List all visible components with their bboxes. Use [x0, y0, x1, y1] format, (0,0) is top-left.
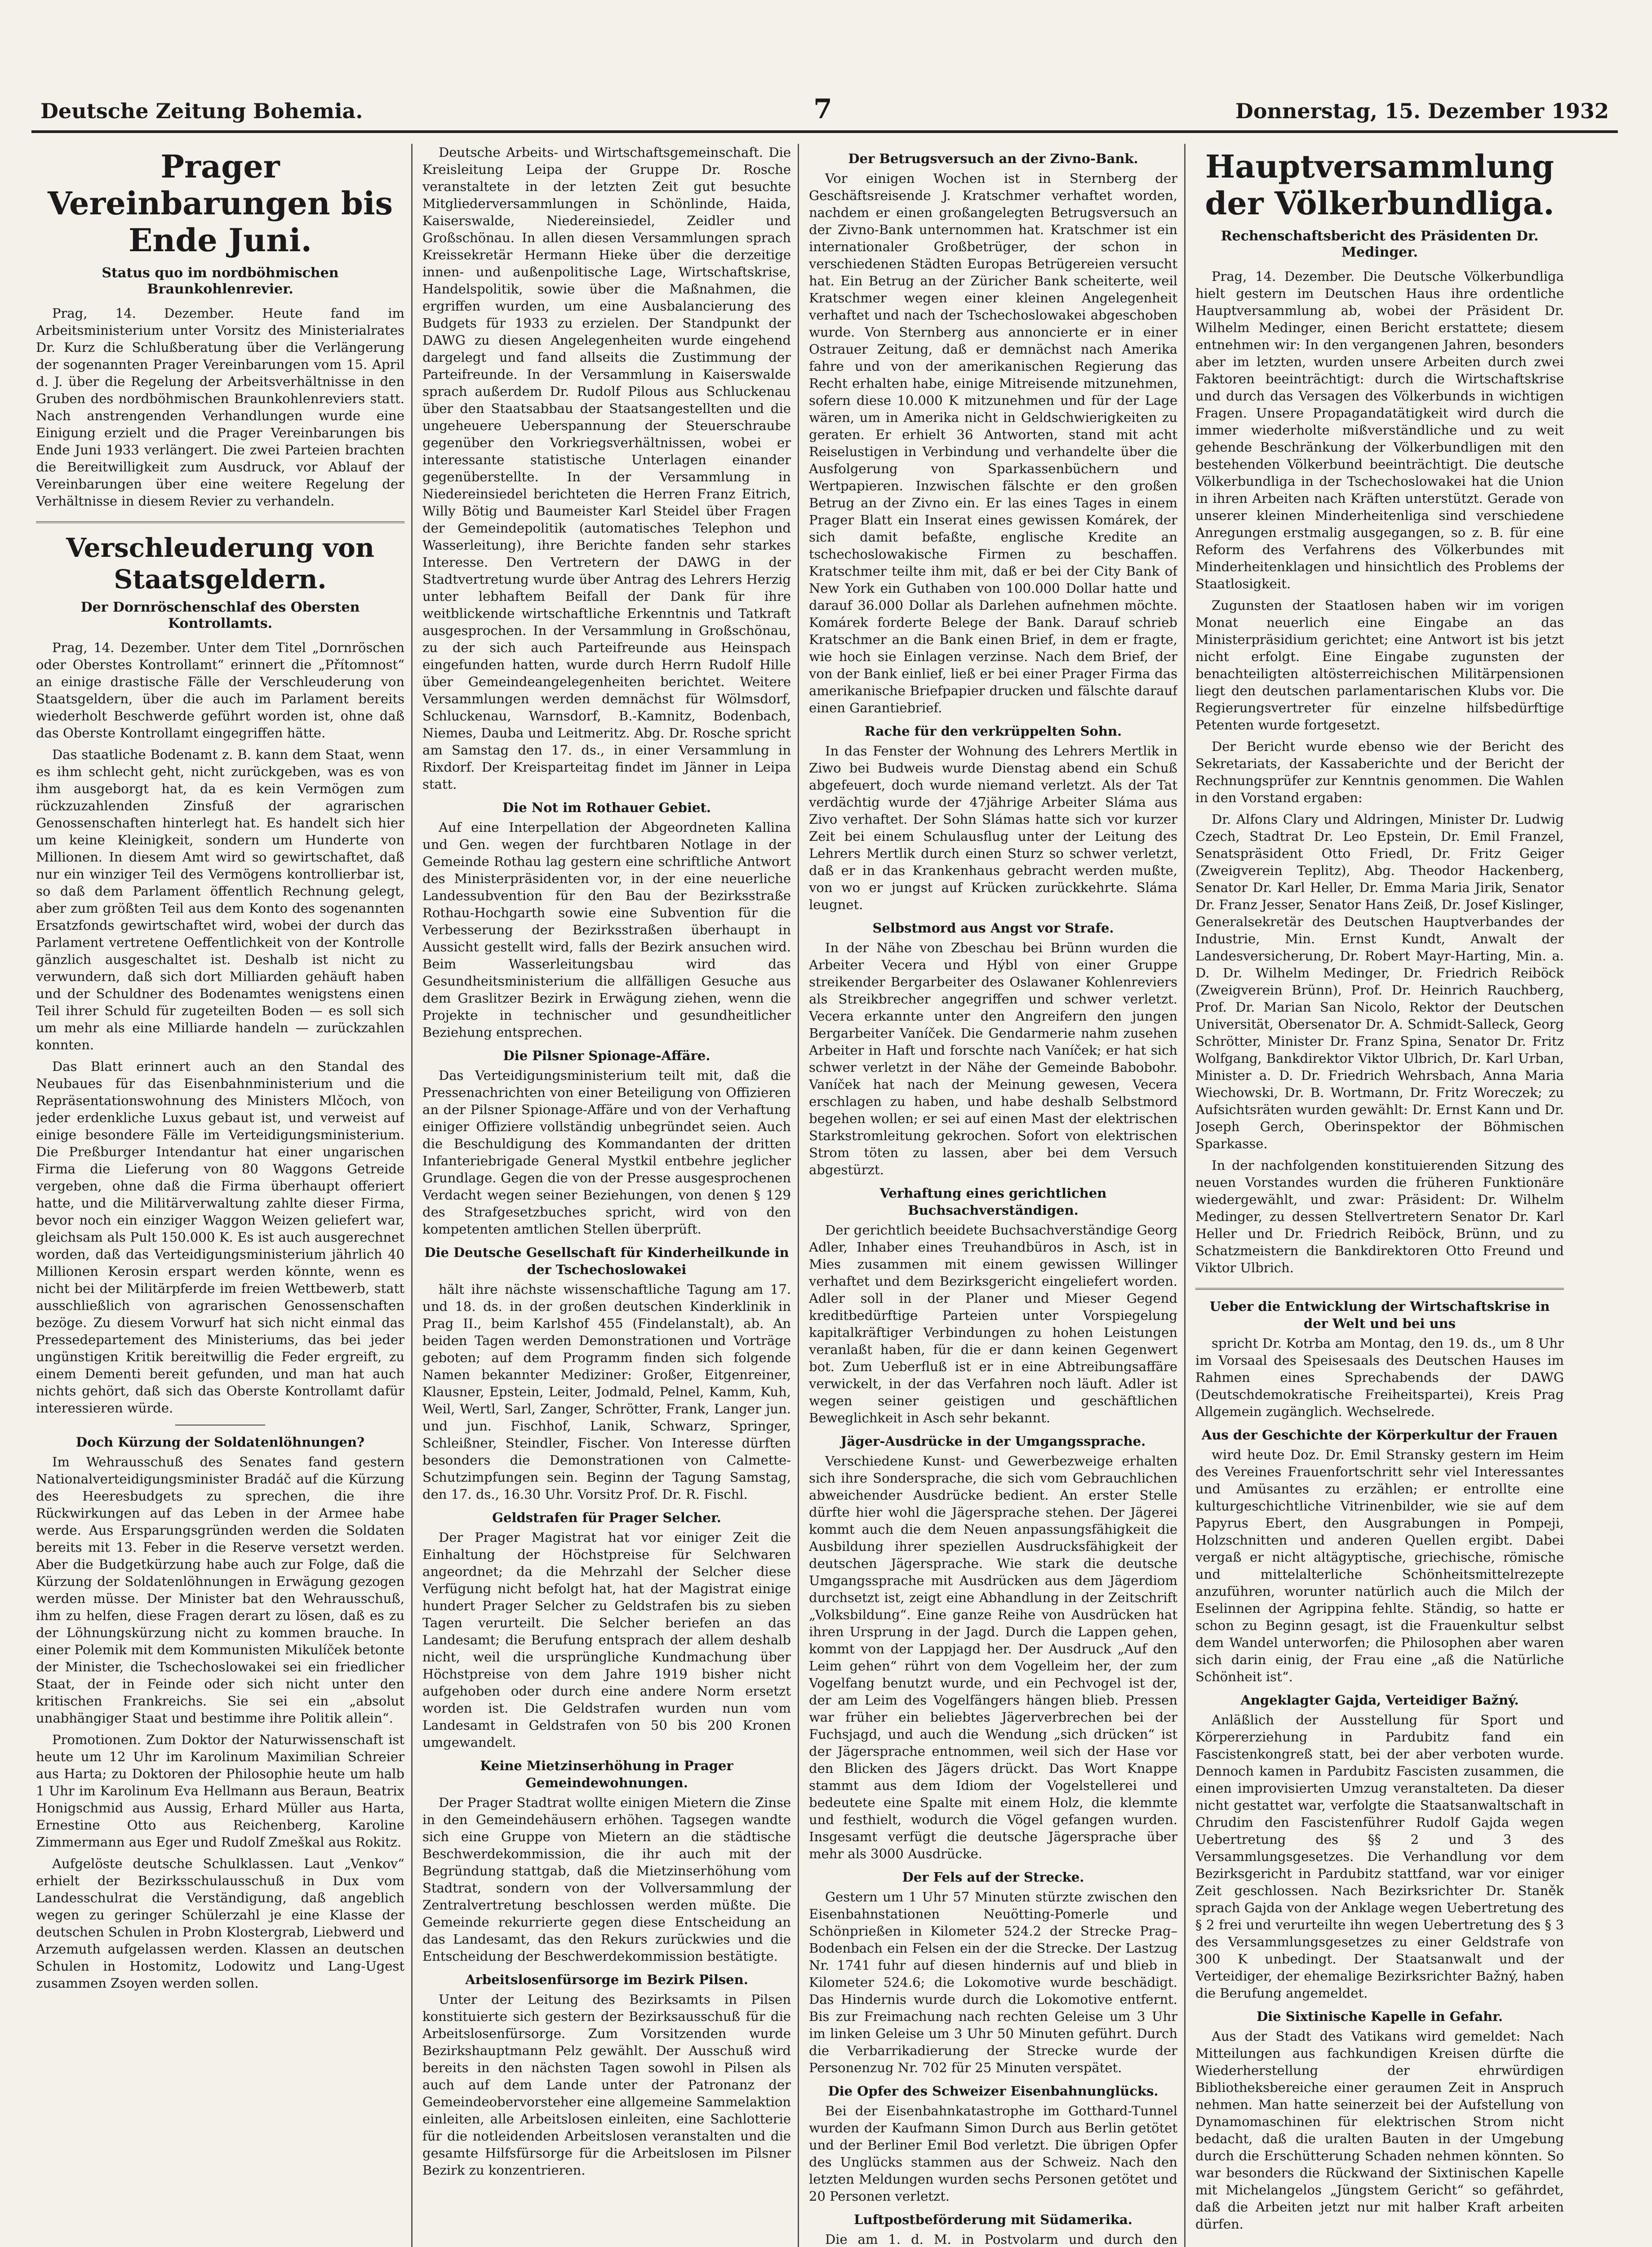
article-paragraph: hält ihre nächste wissenschaftliche Tagung am 17. und 18. ds. in der großen deutschen Kinderklinik in Prag II., beim Karlshof 455 (Findelanstalt), ab. An beiden Tagen werden Demonstrationen und Vorträge geboten; auf dem Programm finden sich folgende Namen bekannter Mediziner: Großer, Eitgenreiner, Klausner, Epstein, Leiter, Jodmald, Pelnel, Kamm, Kuh, Weil, Wertl, Sarl, Zanger, Schrötter, Frank, Langer jun. und jun. Fischhof, Lanik, Schwarz, Springer, Schleißner, Steindler, Fischer. Von Interesse dürften besonders die Demonstrationen von Calmette-Schutzimpfungen sein. Beginn der Tagung Samstag, den 17. ds., 16.30 Uhr. Vorsitz Prof. Dr. R. Fischl. — [422, 1282, 791, 1502]
article-paragraph: Gestern um 1 Uhr 57 Minuten stürzte zwischen den Eisenbahnstationen Neuötting-Pomerle und Schönprießen in Kilometer 524.2 der Strecke Prag–Bodenbach ein Felsen ein der die Strecke. Der Lastzug Nr. 1741 fuhr auf diesen hindernis auf und blieb in Kilometer 524.6; die Lokomotive wurde beschädigt. Das Hindernis wurde durch die Lokomotive entfernt. Bis zur Freimachung nach rechten Geleise um 3 Uhr im linken Geleise um 3 Uhr 50 Minuten geführt. Durch die Verbarrikadierung der Strecke wurde der Personenzug Nr. 702 für 25 Minuten verspätet. — [809, 1889, 1177, 2075]
section-title: Ueber die Entwicklung der Wirtschaftskrise in der Welt und bei uns — [1209, 1299, 1550, 1331]
article-paragraph: Das Verteidigungsministerium teilt mit, daß die Pressenachrichten von einer Beteiligung von Offizieren an der Pilsner Spionage-Affäre und von der Verhaftung einiger Offiziere vollständig unbegründet seien. Auch die Beschuldigung des Kommandanten der dritten Infanteriebrigade General Mystkil entbehre jeglicher Grundlage. Gegen die von der Presse ausgesprochenen Verdacht wegen seiner Beziehungen, von denen § 129 des Strafgesetzbuches spricht, wird von den kompetenten amtlichen Stellen überprüft. — [422, 1068, 791, 1237]
article-subhead: Der Dornröschenschlaf des Obersten Kontrollamts. — [80, 599, 360, 631]
article-paragraph: Auf eine Interpellation der Abgeordneten Kallina und Gen. wegen der furchtbaren Notlage in der Gemeinde Rothau lag gestern eine schriftliche Antwort des Ministerpräsidenten vor, in der eine neuerliche Landessubvention für den Bau der Bezirksstraße Rothau-Hochgarth sowie eine Subvention für die Verbesserung der Bezirksstraßen überhaupt in Aussicht gestellt wird, falls der Bezirk ansuchen wird. Beim Wasserleitungsbau wird das Gesundheitsministerium die allfälligen Gesuche aus dem Graslitzer Bezirk in Erwägung ziehen, wenn die Projekte in technischer und gesundheitlicher Beziehung entsprechen. — [422, 820, 791, 1040]
article-paragraph: Promotionen. Zum Doktor der Naturwissenschaft ist heute um 12 Uhr im Karolinum Maximilian Schreier aus Harta; zu Doktoren der Philosophie heute um halb 1 Uhr im Karolinum Eva Hellmann aus Beraun, Beatrix Honigschmid aus Aussig, Erhard Müller aus Harta, Ernestine Otto aus Reichenberg, Karoline Zimmermann aus Eger und Rudolf Zmeškal aus Rokitz. — [36, 1732, 404, 1850]
article-paragraph: spricht Dr. Kotrba am Montag, den 19. ds., um 8 Uhr im Vorsaal des Speisesaals des Deutschen Hauses im Rahmen eines Sprechabends der DAWG (Deutschdemokratische Freiheitspartei), Kreis Prag Allgemein zugänglich. Wechselrede. — [1195, 1336, 1564, 1419]
issue-date: Donnerstag, 15. Dezember 1932 — [1235, 99, 1609, 123]
article-paragraph: Aus der Stadt des Vatikans wird gemeldet: Nach Mitteilungen aus fachkundigen Kreisen dürfte die Wiederherstellung der ehrwürdigen Bibliotheksbereiche einer geraumen Zeit in Anspruch nehmen. Man hatte seinerzeit bei der Aufstellung von Dynamomaschinen für elektrischen Strom nicht bedacht, daß die uralten Bauten in der Umgebung durch die Erschütterung Schaden nehmen könnten. So war besonders die Rückwand der Sixtinischen Kapelle mit Michelangelos „Jüngstem Gericht“ so gefährdet, daß die Arbeiten jetzt nur mit halber Kraft arbeiten dürfen. — [1195, 2029, 1564, 2232]
article-paragraph: Der Prager Magistrat hat vor einiger Zeit die Einhaltung der Höchstpreise für Selchwaren angeordnet; da die Mehrzahl der Selcher diese Verfügung nicht befolgt hat, hat der Magistrat einige hundert Prager Selcher zu Geldstrafen bis zu sieben Tagen verurteilt. Die Selcher beriefen an das Landesamt; die Berufung entsprach der allem deshalb nicht, weil die ursprüngliche Kundmachung über Höchstpreise von dem Jahre 1919 bisher nicht aufgehoben oder durch eine andere Norm ersetzt worden ist. Die Geldstrafen wurden nun vom Landesamt in Geldstrafen von 50 bis 200 Kronen umgewandelt. — [422, 1530, 791, 1750]
section-title: Der Betrugsversuch an der Zivno-Bank. — [848, 151, 1138, 166]
column-rule — [411, 144, 413, 2247]
article-paragraph: In der nachfolgenden konstituierenden Sitzung des neuen Vorstandes wurden die früheren Funktionäre wiedergewählt, und zwar: Präsident: Dr. Wilhelm Medinger, zu dessen Stellvertretern Senator Dr. Karl Heller und Dr. Friedrich Reiböck, Brünn, und zu Schatzmeistern die Bankdirektoren Otto Freund und Viktor Ulbrich. — [1195, 1158, 1564, 1275]
paper-name: Deutsche Zeitung Bohemia. — [40, 99, 363, 123]
article-paragraph: Prag, 14. Dezember. Die Deutsche Völkerbundliga hielt gestern im Deutschen Haus ihre ordentliche Hauptversammlung ab, wobei der Präsident Dr. Wilhelm Medinger, einen Bericht erstattete; diesem entnehmen wir: In den vergangenen Jahren, besonders aber im letzten, wurden unsere Arbeiten durch zwei Faktoren beeinträchtigt: durch die Wirtschaftskrise und durch das Versagen des Völkerbunds in wichtigen Fragen. Unsere Propagandatätigkeit wird durch die immer wiederholte mißverständliche und zu weit gehende Beschränkung der Völkerbundligen mit den bestehenden Völkerbund beeinträchtigt. Die deutsche Völkerbundliga in der Tschechoslowakei hat die Union in ihren Arbeiten nach Kräften unterstützt. Gerade von unserer kleinen Minderheitenliga sind verschiedene Anregungen erstmalig ausgegangen, so z. B. für eine Reform des Verfahrens des Völkerbundes mit Minderheitenklagen und hinsichtlich des Problems der Staatlosigkeit. — [1195, 269, 1564, 591]
article-paragraph: Unter der Leitung des Bezirksamts in Pilsen konstituierte sich gestern der Bezirksausschuß für die Arbeitslosenfürsorge. Zum Vorsitzenden wurde Bezirkshauptmann Pelz gewählt. Der Ausschuß wird bereits in den nächsten Tagen sowohl in Pilsen als auch auf dem Lande unter der Patronanz der Gemeindeobervorsteher eine allgemeine Sammelaktion einleiten, alle Arbeitslosen einleiten, eine Sachlotterie für die notleidenden Arbeitslosen veranstalten und die gesamte Hilfsfürsorge für die Arbeitslosen im Pilsner Bezirk zu konzentrieren. — [422, 1992, 791, 2178]
article-paragraph: In das Fenster der Wohnung des Lehrers Mertlik in Ziwo bei Budweis wurde Dienstag abend ein Schuß abgefeuert, doch wurde niemand verletzt. Als der Tat verdächtig wurde der 47jährige Arbeiter Sláma aus Zivo verhaftet. Der Sohn Slámas hatte sich vor kurzer Zeit bei einem Schulausflug unter der Leitung des Lehrers Mertlik durch einen Sturz so schwer verletzt, daß er in das Krankenhaus gebracht werden mußte, von wo er jungst auf Krücken zurückkehrte. Sláma leugnet. — [809, 743, 1177, 912]
section-title: Doch Kürzung der Soldatenlöhnungen? — [75, 1434, 365, 1450]
article-paragraph: Der Bericht wurde ebenso wie der Bericht des Sekretariats, der Kassaberichte und der Bericht der Rechnungsprüfer zur Kenntnis genommen. Die Wahlen in den Vorstand ergaben: — [1195, 739, 1564, 805]
section-title: Geldstrafen für Prager Selcher. — [492, 1510, 721, 1525]
article-paragraph: Der gerichtlich beeidete Buchsachverständige Georg Adler, Inhaber eines Treuhandbüros in Asch, ist in Mies zusammen mit einem gewissen Willinger verhaftet und dem Bezirksgericht eingeliefert worden. Adler soll in der Planer und Mieser Gegend kreditbedürftige Parteien unter Vorspiegelung kapitalkräftiger Verbindungen zu hohen Leistungen veranlaßt haben, für die er dann keinen Gegenwert bot. Zum Ueberfluß ist er in eine Abtreibungsaffäre verwickelt, in der das Verfahren noch läuft. Adler ist wegen seiner geistigen und geschäftlichen Beweglichkeit in Asch sehr bekannt. — [809, 1222, 1177, 1425]
column-2 — [422, 144, 791, 2247]
section-title: Jäger-Ausdrücke in der Umgangssprache. — [840, 1434, 1146, 1449]
column-3 — [809, 144, 1177, 2247]
article-paragraph: Zugunsten der Staatlosen haben wir im vorigen Monat neuerlich eine Eingabe an das Ministerpräsidium gerichtet; eine Antwort ist bis jetzt nicht erfolgt. Eine Eingabe zugunsten der benachteiligten altösterreichischen Militärpensionen liegt den deutschen parlamentarischen Klubs vor. Die Regierungsvertreter für einzelne hilfsbedürftige Petenten wurde fortgesetzt. — [1195, 598, 1564, 733]
section-title: Rache für den verkrüppelten Sohn. — [864, 724, 1122, 739]
article-paragraph: wird heute Doz. Dr. Emil Stransky gestern im Heim des Vereines Frauenfortschritt sehr viel Interessantes und Amüsantes zu erzählen; er entrollte eine kulturgeschichtliche Vitrinenbilder, wie sie auf dem Papyrus Ebert, den Ausgrabungen in Pompeji, Holzschnitten und anderen Quellen ergibt. Dabei vergaß er nicht altägyptische, griechische, römische und mittelalterliche Schönheitsmittelrezepte anzuführen, worunter natürlich auch die Milch der Eselinnen der Agrippina fehlte. Ständig, so hatte er schon zu Beginn gesagt, ist die Frauenkultur selbst dem Wandel unterworfen; die Philosophen aber waren sich darin einig, der Frau eine „aß die Natürliche Schönheit ist“. — [1195, 1447, 1564, 1684]
section-title: Der Fels auf der Strecke. — [902, 1870, 1084, 1885]
page-number: 7 — [813, 93, 832, 125]
article-paragraph: Dr. Alfons Clary und Aldringen, Minister Dr. Ludwig Czech, Stadtrat Dr. Leo Epstein, Dr. Emil Franzel, Senatspräsident Otto Friedl, Dr. Fritz Geiger (Zweigverein Teplitz), Abg. Theodor Hackenberg, Senator Dr. Karl Heller, Dr. Emma Maria Jirik, Senator Dr. Franz Jesser, Senator Hans Zeiß, Dr. Josef Kislinger, Generalsekretär des Deutschen Hauptverbandes der Industrie, Min. Ernst Kundt, Anwalt der Landesversicherung, Dr. Robert Mayr-Harting, Min. a. D. Dr. Wilhelm Medinger, Dr. Friedrich Reiböck (Zweigverein Brünn), Prof. Dr. Heinrich Rauchberg, Prof. Dr. Marian San Nicolo, Rektor der Deutschen Universität, Obersenator Dr. A. Schmidt-Salleck, Georg Schrötter, Minister Dr. Franz Spina, Senator Dr. Fritz Wolfgang, Bankdirektor Viktor Ulbrich, Dr. Karl Urban, Minister a. D. Dr. Friedrich Wehrsbach, Anna Maria Wiechowski, Dr. B. Wortmann, Dr. Fritz Woreczek; zu Aufsichtsräten wurden gewählt: Dr. Ernst Kann und Dr. Joseph Gerch, Oberinspektor der Böhmischen Sparkasse. — [1195, 812, 1564, 1151]
section-title: Die Sixtinische Kapelle in Gefahr. — [1257, 2009, 1503, 2024]
article-paragraph: Bei der Eisenbahnkatastrophe im Gotthard-Tunnel wurden der Kaufmann Simon Durch aus Berlin getötet und der Berliner Emil Bod verletzt. Die übrigen Opfer des Unglücks stammen aus der Schweiz. Nach den letzten Meldungen wurden sechs Personen getötet und 20 Personen verletzt. — [809, 2103, 1177, 2204]
article-paragraph: Verschiedene Kunst- und Gewerbezweige erhalten sich ihre Sondersprache, die sich vom Gebrauchlichen abweichender Ausdrücke bedient. An erster Stelle dürfte hier wohl die Jägersprache stehen. Der Jägerei kommt auch die dem Neuen anpassungsfähigkeit die Ausbildung ihrer speziellen Ausdrucksfähigkeit der deutschen Jägersprache. Wie stark die deutsche Umgangssprache mit Ausdrücken aus dem Jägerdiom durchsetzt ist, zeigt eine Abhandlung in der Zeitschrift „Volksbildung“. Eine ganze Reihe von Ausdrücken hat ihren Ursprung in der Jagd. Durch die Lappen gehen, kommt von der Lappjagd her. Der Ausdruck „Auf den Leim gehen“ rührt von dem Vogelleim her, der zum Vogelfang benutzt wurde, und ein Pechvogel ist der, der am Leim des Vogelfängers hängen blieb. Pressen war früher ein beliebtes Jägerverbrechen bei der Fuchsjagd, und auch die Wendung „sich drücken“ ist der Jägersprache entnommen, weil sich der Hase vor den Blicken des Jägers drückt. Das Wort Knappe stammt aus dem Idiom der Vogelstellerei und bedeutete eine Spalte mit einem Holz, die klemmte und festhielt, wodurch die Vögel gefangen wurden. Insgesamt verfügt die deutsche Jägersprache über mehr als 3000 Ausdrücke. — [809, 1453, 1177, 1861]
section-title: Die Pilsner Spionage-Affäre. — [503, 1048, 711, 1063]
article-subhead: Rechenschaftsbericht des Präsidenten Dr. Medinger. — [1221, 228, 1539, 260]
article-headline: Prager Vereinbarungen bis Ende Juni. — [48, 148, 393, 259]
column-1 — [36, 144, 404, 2247]
section-title: Die Not im Rothauer Gebiet. — [502, 800, 711, 815]
article-paragraph: Der Prager Stadtrat wollte einigen Mietern die Zinse in den Gemeindehäusern erhöhen. Tagsegen wandte sich eine Gruppe von Mietern an die städtische Beschwerdekommission, die ihr auch mit der Begründung stattgab, daß die Mietzinserhöhung vom Stadtrat, sondern von der Vollversammlung der Zentralvertretung beschlossen werden müßte. Die Gemeinde rekurrierte gegen diese Entscheidung an das Landesamt, das den Rekurs zurückwies und die Entscheidung der Beschwerdekommission bestätigte. — [422, 1795, 791, 1964]
article-subhead: Status quo im nordböhmischen Braunkohlenrevier. — [102, 265, 339, 297]
section-title: Angeklagter Gajda, Verteidiger Bažný. — [1240, 1692, 1519, 1708]
column-4 — [1195, 144, 1564, 2247]
article-paragraph: Im Wehrausschuß des Senates fand gestern Nationalverteidigungsminister Bradáč auf die Kürzung des Heeresbudgets zu sprechen, die ihre Rückwirkungen auf das Leben in der Armee habe werde. Aus Ersparungsgründen werden die Soldaten bereits mit 13. Feber in die Reserve versetzt werden. Aber die Budgetkürzung habe auch zur Folge, daß die Kürzung der Soldatenlöhnungen in Erwägung gezogen werden müsse. Der Minister bat den Wehrausschuß, ihm zu helfen, diese Fragen derart zu lösen, daß es zu der Löhnungskürzung nicht zu kommen brauche. In einer Polemik mit dem Kommunisten Mikulíček betonte der Minister, die Tschechoslowakei sei ein friedlicher Staat, der in Feinde oder sich nicht unter den kritischen Frankreichs. Sie sei ein „absolut unabhängiger Staat und bestimme ihre Politik allein“. — [36, 1454, 404, 1726]
section-title: Die Opfer des Schweizer Eisenbahnunglücks. — [828, 2083, 1159, 2099]
section-title: Arbeitslosenfürsorge im Bezirk Pilsen. — [465, 1972, 748, 1987]
section-title: Verhaftung eines gerichtlichen Buchsachverständigen. — [879, 1186, 1107, 1218]
divider — [1195, 1288, 1564, 1290]
masthead — [31, 90, 1618, 133]
article-paragraph: Prag, 14. Dezember. Heute fand im Arbeitsministerium unter Vorsitz des Ministerialrates Dr. Kurz die Schlußberatung über die Verlängerung der sogenannten Prager Vereinbarungen vom 15. April d. J. über die Regelung der Arbeitsverhältnisse in den Gruben des nordböhmischen Braunkohlenreviers statt. Nach anstrengenden Verhandlungen wurde eine Einigung erzielt und die Prager Vereinbarungen bis Ende Juni 1933 verlängert. Die zwei Parteien brachten die Bereitwilligkeit zum Ausdruck, vor Ablauf der Vereinbarungen über eine weitere Regelung der Verhältnisse in diesem Revier zu verhandeln. — [36, 306, 404, 509]
article-paragraph: Anläßlich der Ausstellung für Sport und Körpererziehung in Pardubitz fand ein Fascistenkongreß statt, bei der aber verboten wurde. Dennoch kamen in Pardubitz Fascisten zusammen, die einen improvisierten Umzug veranstalteten. Da dieser nicht gestattet war, verfolgte die Staatsanwaltschaft in Chrudim den Fascistenführer Rudolf Gajda wegen Uebertretung des §§ 2 und 3 des Versammlungsgesetzes. Die Verhandlung vor dem Bezirksgericht in Pardubitz stattfand, war vor einiger Zeit geschlossen. Nach Bezirksrichter Dr. Staněk sprach Gajda von der Anklage wegen Uebertretung des § 2 frei und verurteilte ihn wegen Uebertretung des § 3 des Versammlungsgesetzes zu einer Geldstrafe von 300 K unbedingt. Der Staatsanwalt und der Verteidiger, der ehemalige Bezirksrichter Bažný, haben die Berufung angemeldet. — [1195, 1712, 1564, 2001]
article-paragraph: Prag, 14. Dezember. Unter dem Titel „Dornröschen oder Oberstes Kontrollamt“ erinnert die „Přítomnost“ an einige drastische Fälle der Verschleuderung von Staatsgeldern, über die auch im Parlament bereits wiederholt Beschwerde geführt worden ist, ohne daß das Oberste Kontrollamt eingegriffen hätte. — [36, 640, 404, 741]
article-headline: Hauptversammlung der Völkerbundliga. — [1205, 148, 1554, 222]
article-paragraph: Das Blatt erinnert auch an den Standal des Neubaues für das Eisenbahnministerium und die Repräsentationswohnung des Ministers Mlčoch, von jeder erdenkliche Luxus gebaut ist, und verweist auf einige besondere Fälle im Verteidigungsministerium. Die Preßburger Intendantur hat einer ungarischen Firma die Lieferung von 80 Waggons Getreide vergeben, ohne daß die Firma überhaupt offeriert hatte, und die Militärverwaltung zahlte dieser Firma, bevor noch ein einziger Waggon Weizen geliefert war, gleichsam als Pult 150.000 K. Es ist auch ausgerechnet worden, daß das Verteidigungsministerium jährlich 40 Millionen Kerosin erspart werden könnte, wenn es nicht bei der Militärpferde im freien Wettbewerb, statt ausschließlich von agrarischen Genossenschaften bezöge. Zu diesem Vorwurf hat sich nicht einmal das Pressedepartement des Ministeriums, das bei jeder ungünstigen Kritik bereitwillig die Feder ergreift, zu einem Dementi bereit gefunden, und man hat auch nichts gehört, daß sich das Oberste Kontrollamt dafür interessieren würde. — [36, 1059, 404, 1416]
section-title: Aus der Geschichte der Körperkultur der Frauen — [1201, 1427, 1558, 1443]
article-paragraph: Das staatliche Bodenamt z. B. kann dem Staat, wenn es ihm schlecht geht, nicht zurückgeben, was es von ihm ausgeborgt hat, da es kein Vermögen zum rückzuzahlenden Zinsfuß der agrarischen Genossenschaften hinterlegt hat. Es handelt sich hier um keine Kleinigkeit, sondern um Hunderte von Millionen. In diesem Amt wird so gewirtschaftet, daß nur ein winziger Teil des Vermögens kontrollierbar ist, so daß dem Parlament öffentlich Rechnung gelegt, aber zum größten Teil aus dem Konto des sogenannten Ersatzfonds gewirtschaftet wird, wobei der durch das Parlament vertretene Oeffentlichkeit von der Kontrolle gänzlich ausgeschaltet ist. Deshalb ist nicht zu verwundern, daß sich dort Milliarden gehäuft haben und der Schuldner des Bodenamtes wenigstens einen Teil ihrer Schuld für zugeteilten Boden — es soll sich um mehr als eine Milliarde handeln — zurückzahlen konnten. — [36, 747, 404, 1052]
column-rule — [798, 144, 799, 2247]
column-rule — [1184, 144, 1186, 2247]
section-title: Keine Mietzinserhöhung in Prager Gemeindewohnungen. — [480, 1758, 733, 1790]
section-title: Luftpostbeförderung mit Südamerika. — [854, 2212, 1132, 2227]
article-paragraph: In der Nähe von Zbeschau bei Brünn wurden die Arbeiter Vecera und Hýbl von einer Gruppe streikender Bergarbeiter des Oslawaner Kohlenreviers als Streikbrecher angegriffen und schwer verletzt. Vecera erkannte unter den Angreifern den jungen Bergarbeiter Vaníček. Die Gendarmerie nahm zusehen Arbeiter in Haft und forschte nach Vaníček; er hat sich schwer verletzt in der Nähe der Gemeinde Babobohr. Vaníček hat nach der Meinung gewesen, Vecera erschlagen zu haben, und habe deshalb Selbstmord begehen wollen; er sei auf einen Mast der elektrischen Starkstromleitung gekrochen. Sofort von elektrischen Strom töten zu lassen, aber bei dem Versuch abgestürzt. — [809, 940, 1177, 1177]
article-headline: Verschleuderung von Staatsgeldern. — [66, 533, 375, 595]
article-paragraph: Die am 1. d. M. in Postvolarm und durch den — [825, 2232, 1177, 2247]
section-title: Selbstmord aus Angst vor Strafe. — [872, 920, 1114, 936]
article-paragraph: Aufgelöste deutsche Schulklassen. Laut „Venkov“ erhielt der Bezirksschulausschuß in Dux vom Landesschulrat die Verständigung, daß angeblich wegen zu geringer Schülerzahl je eine Klasse der deutschen Schulen in Probn Klostergrab, Liebwerd und Arzemuth aufgelassen werden. Klassen an deutschen Schulen in Hostomitz, Lodowitz und Lang-Ugest zusammen Zsoyen werden sollen. — [36, 1856, 404, 1991]
article-paragraph: Deutsche Arbeits- und Wirtschaftsgemeinschaft. Die Kreisleitung Leipa der Gruppe Dr. Rosche veranstaltete in der letzten Zeit gut besuchte Mitgliederversammlungen in Schönlinde, Haida, Kaiserswalde, Niedereinsiedel, Zeidler und Großschönau. In allen diesen Versammlungen sprach Kreissekretär Hermann Hieke über die derzeitige innen- und außenpolitische Lage, Wirtschaftskrise, Handelspolitik, sowie über die Maßnahmen, die ergriffen wurden, um eine Ausbalancierung des Budgets für 1933 zu erzielen. Der Standpunkt der DAWG zu diesen Angelegenheiten wurde eingehend dargelegt und fand allseits die Zustimmung der Parteifreunde. In der Versammlung in Kaiserswalde sprach außerdem Dr. Rudolf Pilous aus Schluckenau über den Staatsabbau der Staatsangestellten und die ungeheuere Ueberspannung der Steuerschraube gegenüber den Vorkriegsverhältnissen, wobei er interessante statistische Unterlagen einander gegenüberstellte. In der Versammlung in Niedereinsiedel berichteten die Herren Franz Eitrich, Willy Bötig und Baumeister Karl Steidel über Fragen der Gemeindepolitik (automatisches Telephon und Wasserleitung), ihre Berichte fanden sehr starkes Interesse. Den Vertretern der DAWG in der Stadtvertretung wurde über Antrag des Lehrers Herzig unter lebhaftem Beifall der Dank für ihre weitblickende wirtschaftliche Erkenntnis und Tatkraft ausgesprochen. In der Versammlung in Großschönau, zu der sich auch Parteifreunde aus Heinspach eingefunden hatten, wurde durch Herrn Rudolf Hille über Gemeindeangelegenheiten berichtet. Weitere Versammlungen werden demnächst für Wölmsdorf, Schluckenau, Warnsdorf, B.-Kamnitz, Bodenbach, Niemes, Dauba und Leitmeritz. Abg. Dr. Rosche spricht am Samstag den 17. ds., in einer Versammlung in Rixdorf. Der Kreisparteitag findet im Jänner in Leipa statt. — [422, 145, 791, 792]
section-title: Die Deutsche Gesellschaft für Kinderheilkunde in der Tschechoslowakei — [424, 1245, 789, 1277]
divider — [36, 521, 404, 523]
article-paragraph: Vor einigen Wochen ist in Sternberg der Geschäftsreisende J. Kratschmer verhaftet worden, nachdem er einen großangelegten Betrugsversuch an der Zivno-Bank unternommen hat. Kratschmer ist ein internationaler Großbetrüger, der schon in verschiedenen Städten Europas Betrügereien versucht hat. Ein Betrug an der Züricher Bank scheiterte, weil Kratschmer wegen einer kleinen Angelegenheit verhaftet und nach der Tschechoslowakei abgeschoben wurde. Von Sternberg aus annoncierte er in einer Ostrauer Zeitung, daß er demnächst nach Amerika fahre und von der amerikanischen Regierung das Recht erhalten habe, einige Mitreisende mitzunehmen, sofern diese 10.000 K mitzunehmen und für der Lage wären, um in Amerika nicht in Geldschwierigkeiten zu geraten. Er erhielt 36 Antworten, stand mit acht Reiselustigen in Verbindung und verhandelte über die Ausfolgerung von Sparkassenbüchern und Wertpapieren. Inzwischen fälschte er den großen Betrug an der Zivno ein. Er las eines Tages in einem Prager Blatt ein Inserat eines gewissen Komárek, der sich damit befaßte, englische Kredite an tschechoslowakische Firmen zu beschaffen. Kratschmer teilte ihm mit, daß er bei der City Bank of New York ein Guthaben von 100.000 Dollar hatte und darauf 36.000 Dollar als Darlehen aufnehmen möchte. Komárek forderte Belege der Bank. Darauf schrieb Kratschmer an die Bank einen Brief, in dem er fragte, wie hoch sie Einlagen verzinse. Nach dem Brief, der von der Bank einlief, ließ er bei einer Prager Firma das amerikanische Briefpapier drucken und fälschte darauf einen Garantiebrief. — [809, 171, 1177, 715]
